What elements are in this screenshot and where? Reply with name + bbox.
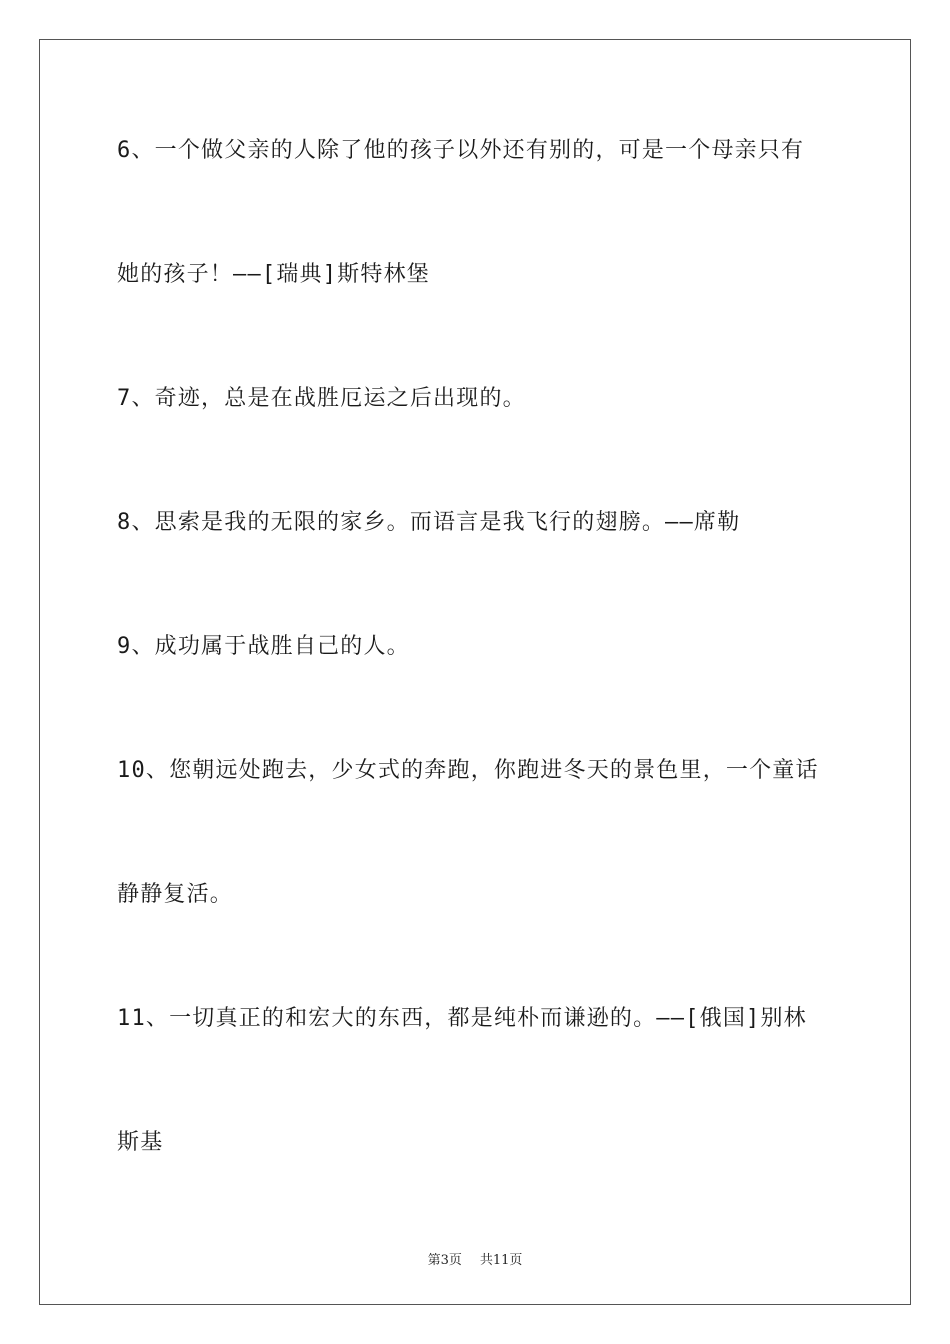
page-total: 共11页 bbox=[479, 1253, 523, 1268]
quote-11-line-2: 斯基 bbox=[117, 1130, 164, 1155]
quote-10-line-1: 10、您朝远处跑去，少女式的奔跑，你跑进冬天的景色里，一个童话 bbox=[117, 758, 819, 783]
quote-9: 9、成功属于战胜自己的人。 bbox=[117, 634, 410, 659]
quote-11-line-1: 11、一切真正的和宏大的东西，都是纯朴而谦逊的。——[俄国]别林 bbox=[117, 1006, 807, 1031]
quote-7: 7、奇迹，总是在战胜厄运之后出现的。 bbox=[117, 386, 526, 411]
page-border bbox=[39, 39, 911, 1305]
quote-8: 8、思索是我的无限的家乡。而语言是我飞行的翅膀。——席勒 bbox=[117, 510, 741, 535]
quote-6-line-1: 6、一个做父亲的人除了他的孩子以外还有别的，可是一个母亲只有 bbox=[117, 138, 805, 163]
page-number: 第3页 bbox=[427, 1253, 462, 1268]
quote-6-line-2: 她的孩子！——[瑞典]斯特林堡 bbox=[117, 262, 430, 287]
page-footer bbox=[0, 1249, 950, 1268]
quote-10-line-2: 静静复活。 bbox=[117, 882, 234, 907]
